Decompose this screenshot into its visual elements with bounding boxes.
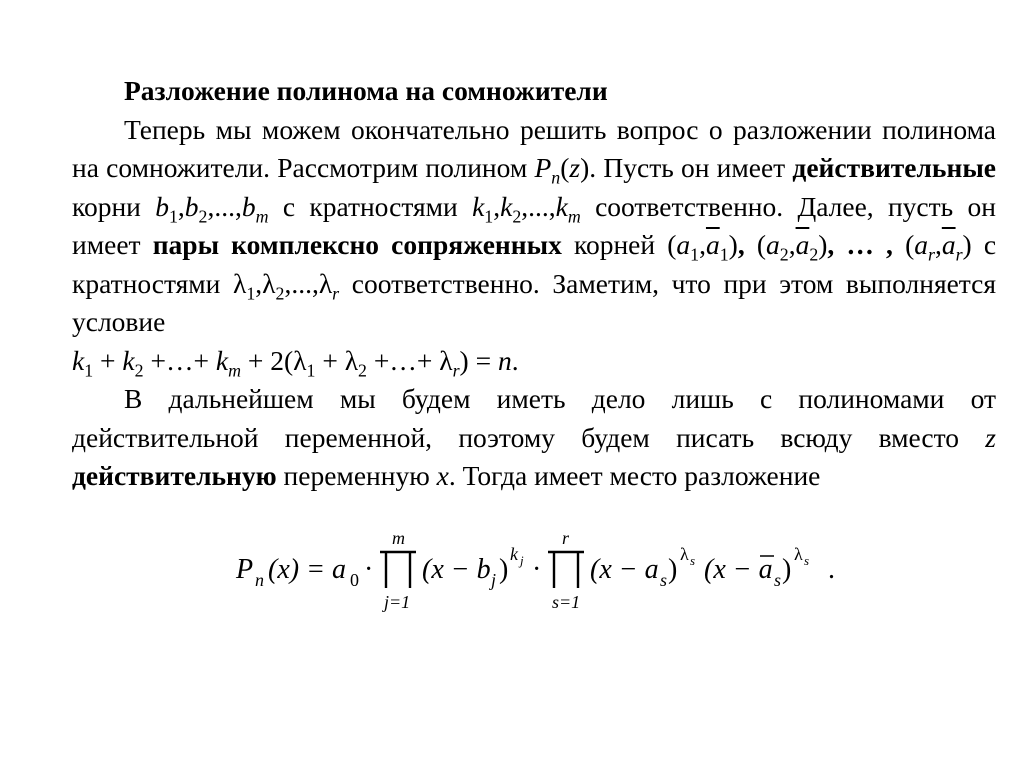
factorization-formula — [236, 530, 856, 610]
text: соответственно. Заметим, что при этом выполняется условие — [72, 267, 997, 337]
formula-term2-exp: λ — [680, 544, 689, 564]
product2-top: r — [562, 528, 570, 548]
math-multiplicities-lambda: $\lambda_1,\lambda_2,...,\lambda_r$ — [233, 267, 340, 303]
formula-lhs-sub: n — [255, 570, 264, 590]
formula-end: . — [828, 554, 835, 585]
formula-lhs-arg: (x) = a — [268, 554, 346, 585]
formula-term1-sub: j — [491, 570, 497, 590]
formula-term2: (x − a — [590, 554, 659, 585]
text: соответственно. Далее, пусть он имеет — [72, 190, 996, 260]
bold-complex-pairs: пары комплексно сопряженных — [152, 229, 562, 260]
text: В дальнейшем мы будем иметь дело лишь с полиномами от действительной переменной, поэтому будем писать всюду вместо — [72, 383, 996, 453]
formula-term3-sub: s — [774, 570, 782, 590]
text: с кратностями — [72, 229, 997, 299]
text: корни — [72, 190, 156, 222]
math-condition: $k_1 + k_2$ +…+ $k_m + 2(\lambda_1 + \lambda_2$ +…+ $\lambda_r) = n$. — [72, 344, 519, 380]
text: с кратностями — [268, 190, 473, 222]
formula-term3-exp: λ — [794, 544, 803, 564]
formula-term1-exp-sub: j — [520, 553, 524, 568]
formula-term1: (x − b — [422, 554, 491, 585]
var-x: x — [436, 460, 449, 491]
product2-bottom: s=1 — [552, 592, 581, 612]
bold-real-variable: действительную — [72, 460, 277, 491]
product1-bottom: j=1 — [384, 592, 411, 612]
formula-term3-exp-sub: s — [804, 553, 810, 568]
bold-real: действительные — [792, 152, 996, 183]
formula-term3: (x − a — [704, 554, 773, 585]
formula-term2-sub: s — [660, 570, 668, 590]
text: Теперь мы можем окончательно решить вопрос о разложении полинома на сомножители. Рассмотрим полином — [72, 113, 996, 183]
formula-close-3: ) — [782, 554, 792, 585]
text: . Тогда имеет место разложение — [448, 460, 821, 491]
math-multiplicities-k: $k_1,k_2,...,k_m$ — [472, 190, 581, 226]
product1-top: m — [392, 528, 405, 548]
document-page — [72, 72, 996, 496]
product-sign-1 — [380, 552, 416, 588]
formula-a0-sub: 0 — [350, 570, 359, 590]
formula-term1-exp: k — [510, 544, 518, 564]
product-sign-2 — [548, 552, 584, 588]
formula-close-1: ) — [499, 554, 509, 585]
paragraph-roots: Теперь мы можем окончательно решить вопрос о разложении полинома на сомножители. Рассмотрим полином $P_n(z)$. Пусть он имеет действительные корни $b_1,b_2,...,b_m$ с кратностями $k_1,k_2,...,k_m$ соответственно. Далее, пусть он имеет пары комплексно сопряженных корней $(a_1,\overline{a}_1)$, $(a_2,\overline{a}_2)$, … , $(a_r,\overline{a}_r)$ с кратностями $\lambda_1,\lambda_2,...,\lambda_r$ соответственно. Заметим, что при этом выполняется условие — [72, 113, 997, 337]
math-pn-z: $P_n(z)$ — [534, 152, 590, 188]
math-real-roots: $b_1,b_2,...,b_m$ — [155, 190, 269, 226]
text: корней — [561, 229, 668, 260]
math-complex-pairs: $(a_1,\overline{a}_1)$ — [667, 229, 738, 265]
formula-dot-1: · — [364, 554, 374, 585]
text: переменную — [276, 460, 437, 491]
formula-lhs: P — [236, 554, 254, 585]
formula-dot-2: · — [532, 554, 542, 585]
text: . Пусть он имеет — [589, 152, 793, 183]
formula-term2-exp-sub: s — [690, 553, 696, 568]
formula-close-2: ) — [668, 554, 678, 585]
section-title: Разложение полинома на сомножители — [124, 75, 608, 106]
var-z: z — [985, 421, 996, 453]
paragraph-real-variable — [72, 380, 996, 496]
